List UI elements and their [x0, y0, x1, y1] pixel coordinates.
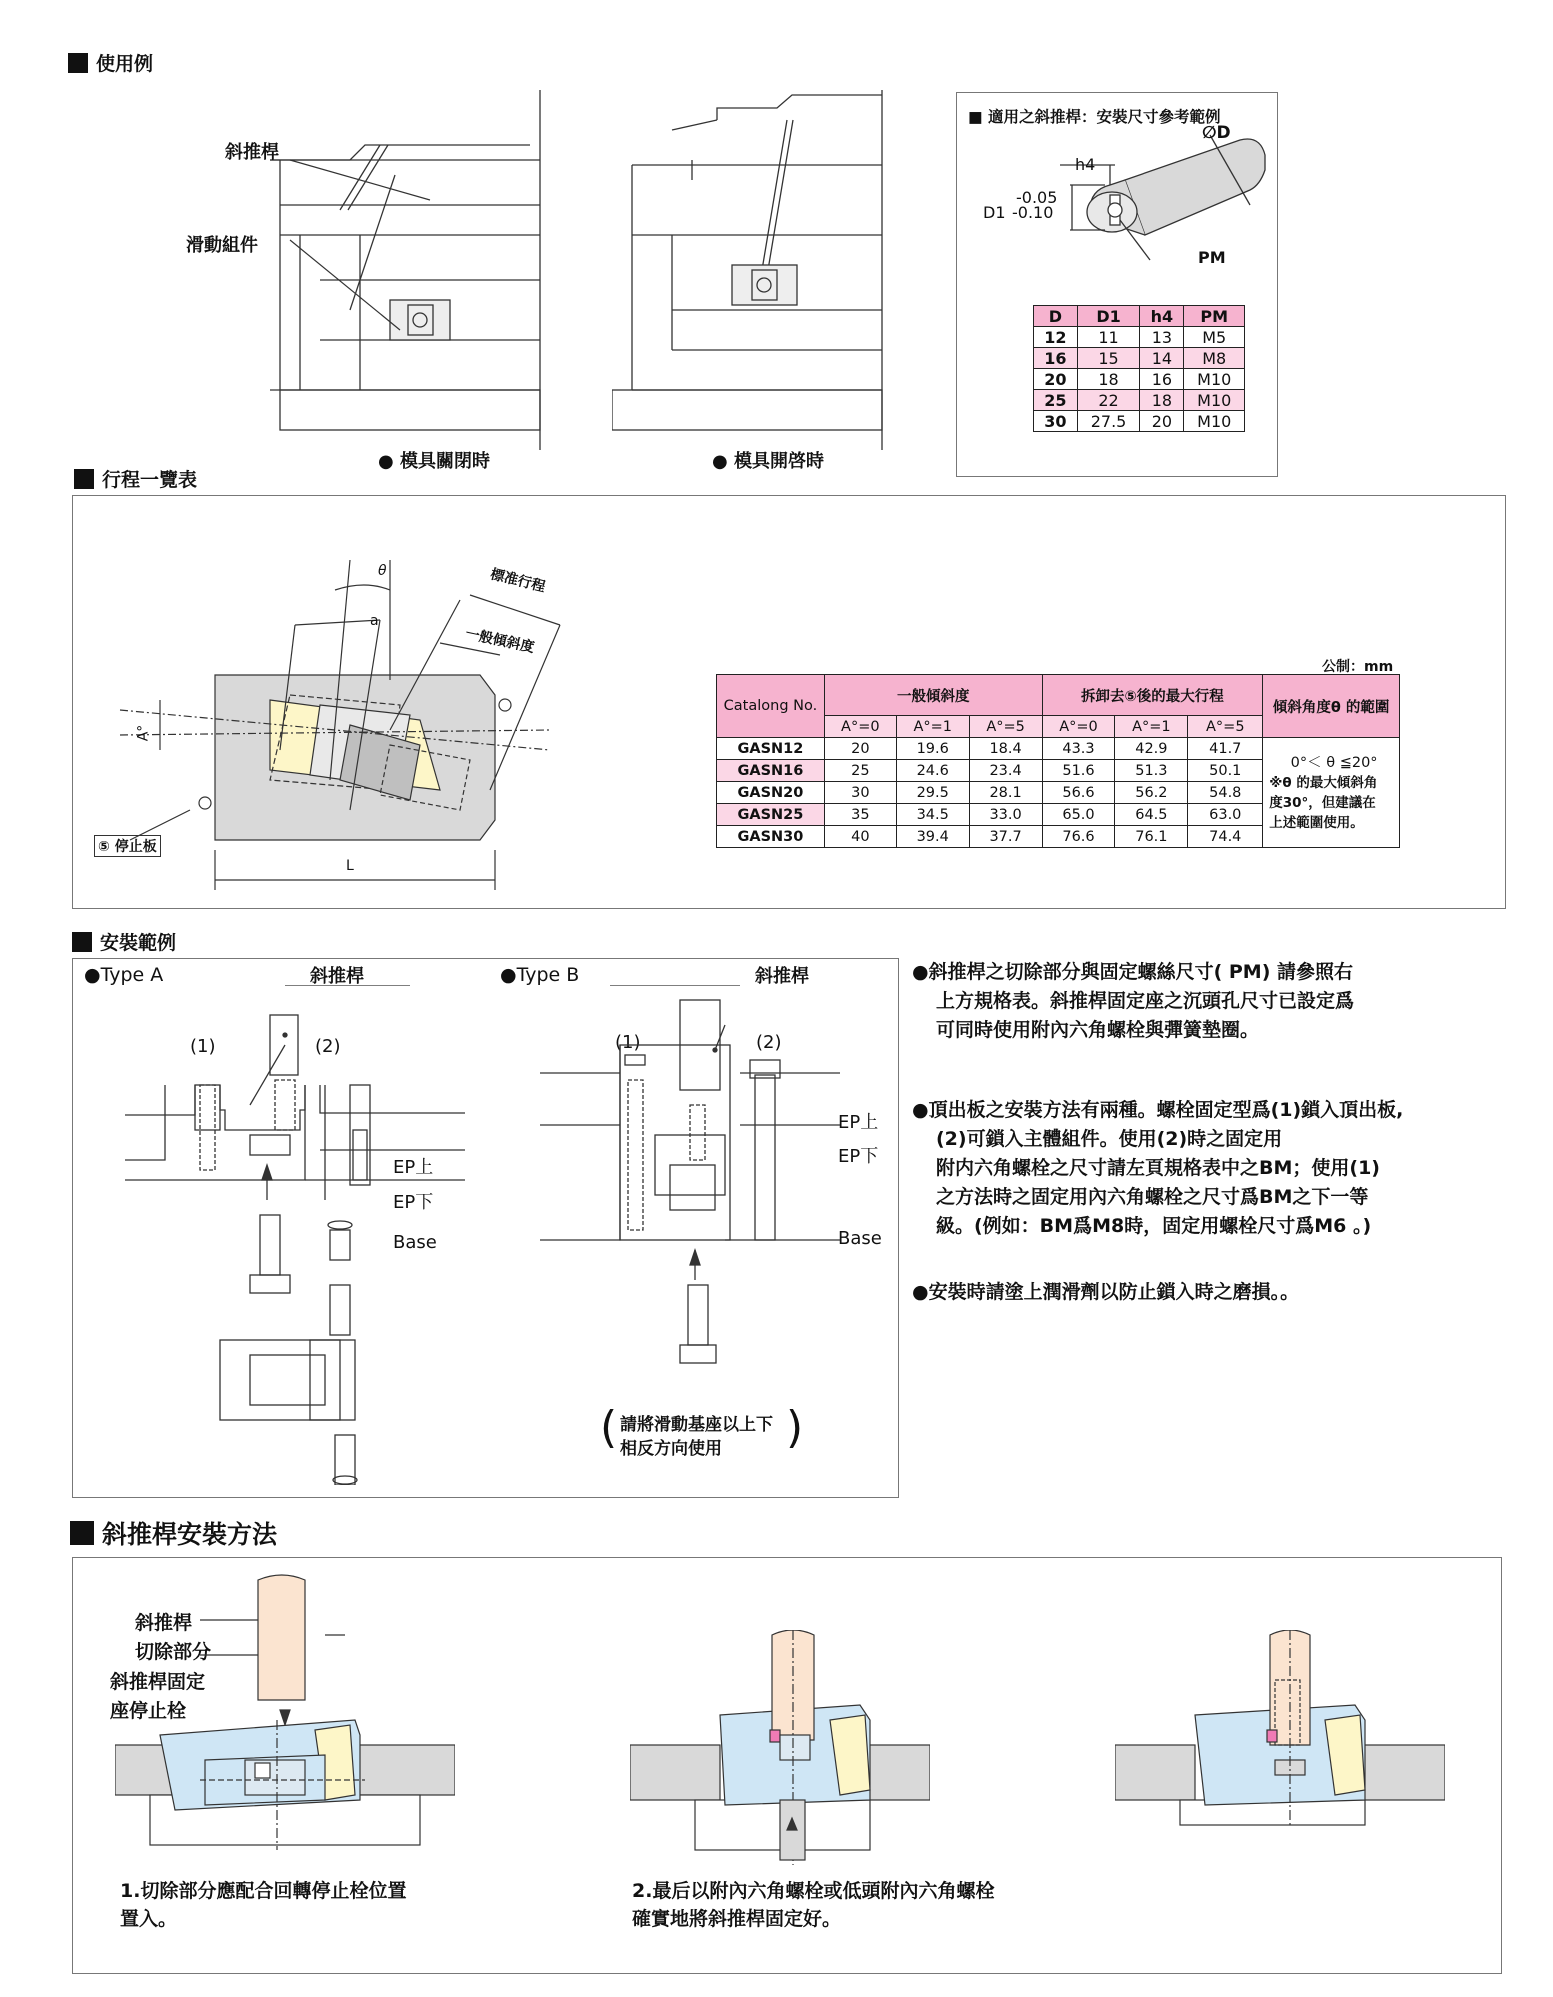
usage-leader-lines — [270, 140, 450, 340]
install-typeB-label: ●Type B — [500, 964, 580, 986]
stroke-A-label: A° — [135, 724, 152, 742]
stroke-unit: 公制：mm — [1322, 659, 1394, 675]
table-row: 12 11 13 M5 — [1034, 327, 1245, 348]
square-bullet-icon — [68, 53, 88, 73]
ref-col-h4: h4 — [1140, 306, 1184, 327]
install-typeA-n2: (2) — [315, 1036, 341, 1057]
install-note-3: ●安裝時請塗上潤滑劑以防止鎖入時之磨損。。 — [912, 1281, 1300, 1303]
stroke-a-label: a — [370, 613, 379, 629]
install-typeA-label: ●Type A — [84, 964, 164, 986]
method-pin-label-1: 斜推桿固定 — [110, 1671, 206, 1693]
ref-col-D: D — [1034, 306, 1078, 327]
method-step3-diagram — [1115, 1630, 1445, 1830]
usage-rod-label: 斜推桿 — [225, 142, 279, 163]
method-step1-text-1: 1.切除部分應配合回轉停止栓位置 — [120, 1880, 407, 1902]
table-row: GASN25 35 34.5 33.0 65.0 64.5 63.0 — [717, 804, 1400, 826]
stroke-L-label: L — [346, 858, 354, 874]
section-stroke-title: 行程一覽表 — [74, 465, 197, 492]
usage-open-caption: ● 模具開啓時 — [712, 451, 824, 472]
method-rod-label-1: 斜推桿 — [135, 1612, 193, 1634]
stroke-stopper-label: ⑤ 停止板 — [94, 835, 161, 857]
method-step2-diagram — [630, 1630, 930, 1870]
install-paren-note-1: 請將滑動基座以上下 — [620, 1415, 773, 1435]
method-pin-label-2: 座停止栓 — [110, 1700, 187, 1722]
table-row: GASN30 40 39.4 37.7 76.6 76.1 74.4 — [717, 826, 1400, 848]
stroke-standard-label: 標准行程 — [488, 566, 547, 596]
install-typeB-base: Base — [838, 1228, 882, 1249]
ref-col-D1: D1 — [1077, 306, 1140, 327]
install-typeB-ep-down: EP下 — [838, 1146, 879, 1167]
install-paren-close: ) — [786, 1402, 804, 1453]
method-step1-text-2: 置入。 — [120, 1908, 178, 1930]
col-range: 傾斜角度θ 的範圍 — [1263, 675, 1400, 738]
reference-D1-label: D1 — [983, 203, 1006, 222]
usage-open-diagram — [612, 90, 902, 450]
install-typeA-n1: (1) — [190, 1036, 216, 1057]
reference-PM-label: PM — [1198, 248, 1226, 267]
method-step2-text-2: 確實地將斜推桿固定好。 — [632, 1908, 842, 1930]
install-typeB-n1: (1) — [615, 1032, 641, 1053]
col-general: 一般傾斜度 — [824, 675, 1042, 716]
install-paren-note-2: 相反方向使用 — [620, 1439, 722, 1459]
stroke-theta-label: θ — [378, 563, 387, 579]
method-step2-text-1: 2.最后以附內六角螺栓或低頭附內六角螺栓 — [632, 1880, 995, 1902]
reference-h4-label: h4 — [1075, 155, 1096, 174]
table-row: GASN16 25 24.6 23.4 51.6 51.3 50.1 — [717, 760, 1400, 782]
reference-tol-upper: -0.05 — [1016, 188, 1058, 207]
reference-tol-lower: -0.10 — [1012, 203, 1054, 222]
table-row: 25 22 18 M10 — [1034, 390, 1245, 411]
install-typeB-diagram — [540, 985, 890, 1385]
usage-slide-label: 滑動組件 — [186, 235, 258, 256]
install-typeA-ep-up: EP上 — [393, 1157, 434, 1178]
install-typeA-ep-down: EP下 — [393, 1192, 434, 1213]
install-paren-open: ( — [600, 1402, 618, 1453]
stroke-table: Catalong No. 一般傾斜度 拆卸去⑤後的最大行程 傾斜角度θ 的範圍 A°=0 A°=1 A°=5 A°=0 A°=1 A°=5 GASN12 20 19.6 18.4 43.3 42.9 41.7 0°＜ θ ≦20° ※θ 的最大傾斜角 度30°，但建議在 上述範圍使用。 GASN16 25 24.6 23.4 51.6 51.3 50.1 GASN20 30 29.5 28.1 56.6 56.2 54.8 GASN25 35 34.5 33.0 65.0 64.5 63.0 GASN30 40 39.4 37.7 76.6 76.1 74.4 — [716, 674, 1400, 848]
square-bullet-icon — [74, 469, 94, 489]
stroke-diagram — [90, 550, 580, 900]
install-typeA-diagram — [125, 985, 470, 1485]
section-install-title: 安裝範例 — [72, 928, 176, 955]
install-note-1: ●斜推桿之切除部分與固定螺絲尺寸( PM) 請參照右 上方規格表。斜推桿固定座之沉頭孔尺寸已設定爲 可同時使用附內六角螺栓與彈簧墊圈。 — [912, 961, 1355, 1041]
section-method-title: 斜推桿安裝方法 — [70, 1515, 277, 1551]
install-typeB-ep-up: EP上 — [838, 1112, 879, 1133]
stroke-general-label: 一般傾斜度 — [463, 625, 536, 657]
col-max-stroke: 拆卸去⑤後的最大行程 — [1042, 675, 1263, 716]
section-usage-title: 使用例 — [68, 49, 153, 76]
col-catalog: Catalong No. — [717, 675, 825, 738]
table-row: 30 27.5 20 M10 — [1034, 411, 1245, 432]
usage-closed-caption: ● 模具關閉時 — [378, 451, 490, 472]
range-note: 0°＜ θ ≦20° ※θ 的最大傾斜角 度30°，但建議在 上述範圍使用。 — [1263, 738, 1400, 848]
square-bullet-icon — [72, 932, 92, 952]
table-row: GASN20 30 29.5 28.1 56.6 56.2 54.8 — [717, 782, 1400, 804]
install-typeA-base: Base — [393, 1232, 437, 1253]
method-step1-diagram — [115, 1570, 455, 1850]
install-typeA-rod-label: 斜推桿 — [310, 966, 364, 987]
square-bullet-icon — [70, 1521, 94, 1545]
table-row: 20 18 16 M10 — [1034, 369, 1245, 390]
method-rod-label-2: 切除部分 — [135, 1641, 212, 1663]
reference-table — [1033, 305, 1245, 432]
install-typeB-n2: (2) — [756, 1032, 782, 1053]
install-typeB-rod-label: 斜推桿 — [755, 966, 809, 987]
reference-title: ■ 適用之斜推桿：安裝尺寸參考範例 — [968, 108, 1221, 126]
ref-col-PM: PM — [1184, 306, 1245, 327]
table-row: 16 15 14 M8 — [1034, 348, 1245, 369]
install-note-2: ●頂出板之安裝方法有兩種。螺栓固定型爲(1)鎖入頂出板, (2)可鎖入主體組件。使用(2)時之固定用 附内六角螺栓之尺寸請左頁規格表中之BM；使用(1) 之方法時之固定用內六角螺栓之尺寸爲BM之下一等 級。(例如：BM爲M8時，固定用螺栓尺寸爲M6 。) — [912, 1099, 1404, 1237]
reference-D-label: ∅D — [1202, 123, 1231, 143]
table-row: GASN12 20 19.6 18.4 43.3 42.9 41.7 0°＜ θ ≦20° ※θ 的最大傾斜角 度30°，但建議在 上述範圍使用。 — [717, 738, 1400, 760]
